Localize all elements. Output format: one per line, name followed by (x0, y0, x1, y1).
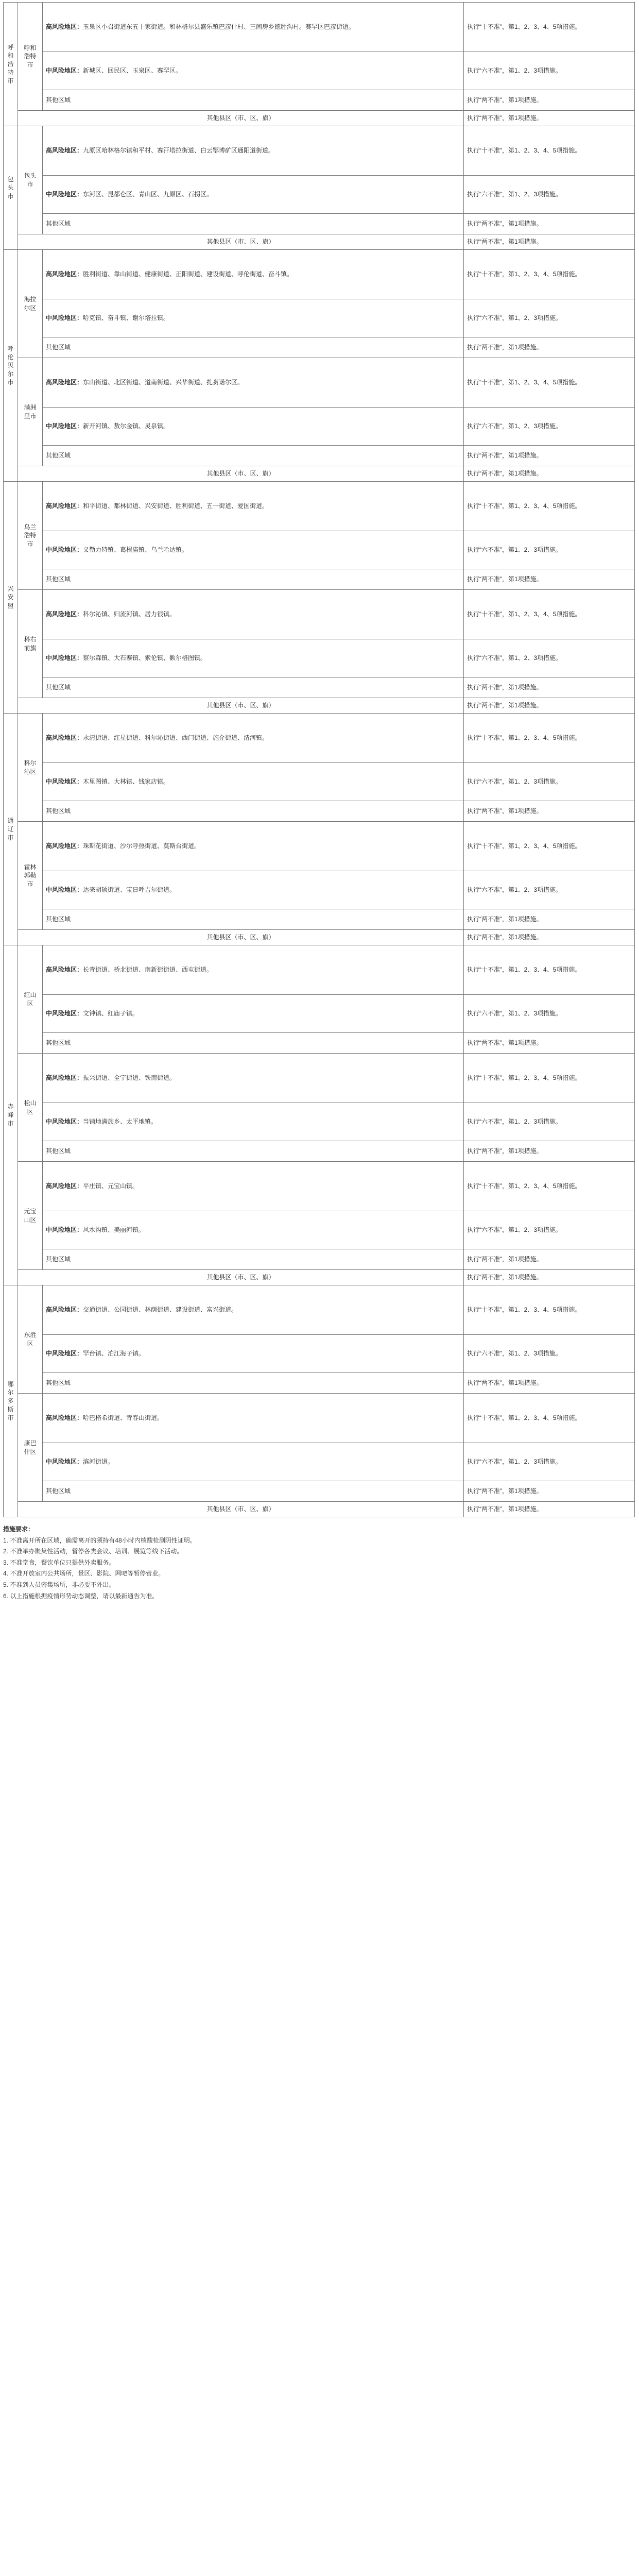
high-risk-label: 高风险地区： (46, 379, 83, 386)
mid-measure-cell: 执行“六不准”，第1、2、3项措施。 (464, 1335, 635, 1373)
note-item: 1. 不准离开所在区域，确需离开的须持有48小时内核酸检测阴性证明。 (3, 1536, 196, 1544)
mid-measure-cell: 执行“六不准”，第1、2、3项措施。 (464, 1103, 635, 1141)
high-risk-label: 高风险地区： (46, 147, 83, 155)
city-name: 包头市 (18, 126, 43, 234)
risk-row-low (4, 677, 635, 698)
province-name: 鄂尔多斯市 (4, 1285, 18, 1517)
risk-row-high (4, 3, 635, 52)
risk-row-low (4, 90, 635, 111)
mid-risk-area-cell (43, 995, 464, 1033)
high-risk-areas: 永清街道、红星街道、科尔沁街道、西门街道、施介街道、清河镇。 (83, 734, 269, 742)
high-risk-area-cell (43, 358, 464, 408)
risk-row-low (4, 1141, 635, 1162)
low-risk-area-cell (43, 569, 464, 590)
other-counties-label: 其他县区（市、区、旗） (18, 111, 464, 126)
risk-row-high (4, 358, 635, 408)
high-measure-cell: 执行“十不准”，第1、2、3、4、5项措施。 (464, 1162, 635, 1211)
low-measure-cell: 执行“两不准”，第1项措施。 (464, 1373, 635, 1394)
mid-measure-cell: 执行“六不准”，第1、2、3项措施。 (464, 871, 635, 909)
risk-row-low (4, 337, 635, 358)
city-name: 元宝山区 (18, 1162, 43, 1270)
city-name: 松山区 (18, 1054, 43, 1162)
low-measure-cell: 执行“两不准”，第1项措施。 (464, 1481, 635, 1502)
other-area-label: 其他区域 (46, 220, 71, 228)
other-counties-row (4, 111, 635, 126)
risk-row-mid (4, 299, 635, 337)
mid-measure-cell: 执行“六不准”，第1、2、3项措施。 (464, 52, 635, 90)
notes-list (3, 1536, 635, 1601)
province-name: 呼伦贝尔市 (4, 250, 18, 482)
mid-risk-label: 中风险地区： (46, 1010, 83, 1018)
risk-row-mid (4, 1103, 635, 1141)
note-item: 4. 不准开放室内公共场所，景区、影院、网吧等暂停营业。 (3, 1570, 165, 1578)
low-risk-area-cell (43, 1033, 464, 1054)
other-counties-label: 其他县区（市、区、旗） (18, 234, 464, 250)
high-risk-areas: 东山街道、北区街道、道南街道、兴华街道、扎赉诺尔区。 (83, 379, 244, 386)
low-risk-area-cell (43, 214, 464, 234)
mid-measure-cell: 执行“六不准”，第1、2、3项措施。 (464, 531, 635, 569)
risk-row-low (4, 1249, 635, 1270)
mid-risk-area-cell (43, 1211, 464, 1249)
other-counties-measure: 执行“两不准”，第1项措施。 (464, 466, 635, 482)
note-item: 3. 不准堂食，餐饮单位只提供外卖服务。 (3, 1558, 115, 1566)
low-measure-cell: 执行“两不准”，第1项措施。 (464, 1033, 635, 1054)
notes-title: 措施要求： (3, 1526, 34, 1533)
high-risk-area-cell (43, 1054, 464, 1103)
high-risk-area-cell (43, 1394, 464, 1443)
high-risk-areas: 哈巴格希街道、青春山街道。 (83, 1414, 164, 1422)
other-counties-row (4, 1270, 635, 1285)
city-name: 呼和浩特市 (18, 3, 43, 111)
low-measure-cell: 执行“两不准”，第1项措施。 (464, 909, 635, 930)
other-counties-measure: 执行“两不准”，第1项措施。 (464, 1270, 635, 1285)
mid-risk-label: 中风险地区： (46, 314, 83, 322)
high-measure-cell: 执行“十不准”，第1、2、3、4、5项措施。 (464, 250, 635, 299)
other-counties-row (4, 1502, 635, 1517)
mid-risk-areas: 罕台镇、泊江海子镇。 (83, 1350, 145, 1358)
mid-risk-label: 中风险地区： (46, 1118, 83, 1126)
high-risk-area-cell (43, 250, 464, 299)
high-measure-cell: 执行“十不准”，第1、2、3、4、5项措施。 (464, 714, 635, 763)
mid-risk-label: 中风险地区： (46, 1350, 83, 1358)
other-area-label: 其他区域 (46, 575, 71, 583)
mid-risk-areas: 风水沟镇、美丽河镇。 (83, 1226, 145, 1234)
high-risk-areas: 振兴街道、全宁街道、铁南街道。 (83, 1074, 176, 1082)
province-name: 通辽市 (4, 714, 18, 945)
risk-row-high (4, 945, 635, 995)
mid-risk-label: 中风险地区： (46, 1226, 83, 1234)
mid-measure-cell: 执行“六不准”，第1、2、3项措施。 (464, 763, 635, 801)
other-area-label: 其他区域 (46, 1147, 71, 1155)
risk-row-low (4, 909, 635, 930)
city-name: 满洲里市 (18, 358, 43, 466)
high-risk-areas: 胜利街道、靠山街道、健康街道、正阳街道、建设街道、呼伦街道、奋斗镇。 (83, 270, 293, 278)
high-risk-areas: 和平街道、都林街道、兴安街道、胜利街道、五一街道、爱国街道。 (83, 502, 269, 510)
province-name: 兴安盟 (4, 482, 18, 714)
mid-risk-label: 中风险地区： (46, 654, 83, 662)
high-risk-areas: 珠斯花街道、沙尔呼热街道、莫斯台街道。 (83, 842, 201, 850)
city-name: 东胜区 (18, 1285, 43, 1394)
risk-row-mid (4, 531, 635, 569)
other-counties-row (4, 930, 635, 945)
high-risk-areas: 九原区哈林格尔镇和平村、赛汗塔拉街道、白云鄂博矿区通阳道街道。 (83, 147, 275, 155)
mid-risk-areas: 新开河镇、敖尔金镇、灵泉镇。 (83, 422, 170, 430)
city-name: 康巴什区 (18, 1394, 43, 1502)
high-measure-cell: 执行“十不准”，第1、2、3、4、5项措施。 (464, 590, 635, 639)
other-counties-row (4, 698, 635, 714)
risk-row-low (4, 1033, 635, 1054)
city-name: 红山区 (18, 945, 43, 1054)
risk-row-high (4, 126, 635, 176)
low-risk-area-cell (43, 909, 464, 930)
high-measure-cell: 执行“十不准”，第1、2、3、4、5项措施。 (464, 482, 635, 531)
high-risk-area-cell (43, 590, 464, 639)
other-counties-row (4, 466, 635, 482)
high-risk-areas: 长青街道、桥北街道、南新街街道、西屯街道。 (83, 966, 213, 974)
high-risk-area-cell (43, 3, 464, 52)
mid-risk-areas: 义勒力特镇、葛根庙镇、乌兰哈达镇。 (83, 546, 188, 554)
high-risk-area-cell (43, 126, 464, 176)
low-risk-area-cell (43, 801, 464, 822)
risk-row-low (4, 1373, 635, 1394)
other-area-label: 其他区域 (46, 344, 71, 351)
mid-risk-area-cell (43, 299, 464, 337)
risk-row-high (4, 822, 635, 871)
mid-risk-area-cell (43, 408, 464, 446)
low-measure-cell: 执行“两不准”，第1项措施。 (464, 90, 635, 111)
low-measure-cell: 执行“两不准”，第1项措施。 (464, 337, 635, 358)
other-area-label: 其他区域 (46, 96, 71, 104)
mid-measure-cell: 执行“六不准”，第1、2、3项措施。 (464, 995, 635, 1033)
risk-row-high (4, 1394, 635, 1443)
other-area-label: 其他区域 (46, 452, 71, 460)
mid-risk-areas: 东河区、昆都仑区、青山区、九原区、石拐区。 (83, 191, 213, 198)
mid-measure-cell: 执行“六不准”，第1、2、3项措施。 (464, 176, 635, 214)
high-risk-label: 高风险地区： (46, 502, 83, 510)
risk-row-mid (4, 176, 635, 214)
risk-row-mid (4, 1443, 635, 1481)
mid-risk-area-cell (43, 176, 464, 214)
low-risk-area-cell (43, 90, 464, 111)
province-name: 包头市 (4, 126, 18, 250)
mid-measure-cell: 执行“六不准”，第1、2、3项措施。 (464, 1211, 635, 1249)
mid-risk-area-cell (43, 52, 464, 90)
risk-area-document (3, 2, 635, 1602)
high-risk-area-cell (43, 714, 464, 763)
mid-risk-area-cell (43, 763, 464, 801)
mid-risk-areas: 当铺地满族乡、太平地镇。 (83, 1118, 158, 1126)
mid-risk-area-cell (43, 531, 464, 569)
low-measure-cell: 执行“两不准”，第1项措施。 (464, 801, 635, 822)
city-name: 海拉尔区 (18, 250, 43, 358)
mid-risk-label: 中风险地区： (46, 422, 83, 430)
low-measure-cell: 执行“两不准”，第1项措施。 (464, 677, 635, 698)
risk-row-high (4, 1285, 635, 1335)
high-measure-cell: 执行“十不准”，第1、2、3、4、5项措施。 (464, 1054, 635, 1103)
city-name: 霍林郭勒市 (18, 822, 43, 930)
risk-row-high (4, 1054, 635, 1103)
high-risk-label: 高风险地区： (46, 1074, 83, 1082)
risk-row-low (4, 446, 635, 466)
risk-row-mid (4, 1211, 635, 1249)
low-measure-cell: 执行“两不准”，第1项措施。 (464, 446, 635, 466)
other-area-label: 其他区域 (46, 1039, 71, 1047)
high-risk-areas: 科尔沁镇、归流河镇、居力很镇。 (83, 611, 176, 618)
risk-row-high (4, 590, 635, 639)
risk-row-low (4, 569, 635, 590)
high-measure-cell: 执行“十不准”，第1、2、3、4、5项措施。 (464, 126, 635, 176)
mid-measure-cell: 执行“六不准”，第1、2、3项措施。 (464, 639, 635, 677)
mid-measure-cell: 执行“六不准”，第1、2、3项措施。 (464, 408, 635, 446)
high-risk-label: 高风险地区： (46, 1306, 83, 1314)
low-risk-area-cell (43, 337, 464, 358)
other-counties-measure: 执行“两不准”，第1项措施。 (464, 234, 635, 250)
low-risk-area-cell (43, 1481, 464, 1502)
mid-risk-label: 中风险地区： (46, 67, 83, 75)
high-risk-label: 高风险地区： (46, 842, 83, 850)
other-counties-label: 其他县区（市、区、旗） (18, 1502, 464, 1517)
high-risk-label: 高风险地区： (46, 966, 83, 974)
other-counties-measure: 执行“两不准”，第1项措施。 (464, 111, 635, 126)
high-measure-cell: 执行“十不准”，第1、2、3、4、5项措施。 (464, 1394, 635, 1443)
mid-risk-label: 中风险地区： (46, 778, 83, 786)
other-area-label: 其他区域 (46, 916, 71, 923)
city-name: 科右前旗 (18, 590, 43, 698)
note-item: 6. 以上措施根据疫情形势动态调整，请以最新通告为准。 (3, 1592, 159, 1600)
high-risk-label: 高风险地区： (46, 734, 83, 742)
mid-risk-areas: 滨河街道。 (83, 1458, 114, 1466)
other-counties-measure: 执行“两不准”，第1项措施。 (464, 930, 635, 945)
mid-risk-areas: 文钟镇、红庙子镇。 (83, 1010, 139, 1018)
high-risk-label: 高风险地区： (46, 23, 83, 31)
high-measure-cell: 执行“十不准”，第1、2、3、4、5项措施。 (464, 822, 635, 871)
high-measure-cell: 执行“十不准”，第1、2、3、4、5项措施。 (464, 358, 635, 408)
high-measure-cell: 执行“十不准”，第1、2、3、4、5项措施。 (464, 945, 635, 995)
low-risk-area-cell (43, 446, 464, 466)
risk-row-high (4, 482, 635, 531)
high-risk-areas: 玉泉区小召街道东五十家街道。和林格尔县盛乐镇巴彦什村、三间房乡德胜沟村。赛罕区巴彦街道。 (83, 23, 355, 31)
high-risk-label: 高风险地区： (46, 611, 83, 618)
city-name: 乌兰浩特市 (18, 482, 43, 590)
mid-risk-areas: 达来胡硕街道、宝日呼吉尔街道。 (83, 886, 176, 894)
other-counties-measure: 执行“两不准”，第1项措施。 (464, 698, 635, 714)
high-risk-label: 高风险地区： (46, 1182, 83, 1190)
risk-row-high (4, 250, 635, 299)
note-item: 5. 不准到人员密集场所，非必要不外出。 (3, 1581, 115, 1588)
high-risk-areas: 交通街道、公园街道、林荫街道、建设街道、富兴街道。 (83, 1306, 238, 1314)
mid-risk-areas: 木里图镇、大林镇、钱家店镇。 (83, 778, 170, 786)
low-risk-area-cell (43, 677, 464, 698)
risk-row-mid (4, 52, 635, 90)
risk-row-high (4, 1162, 635, 1211)
other-counties-label: 其他县区（市、区、旗） (18, 1270, 464, 1285)
high-risk-area-cell (43, 482, 464, 531)
other-area-label: 其他区域 (46, 1256, 71, 1263)
low-measure-cell: 执行“两不准”，第1项措施。 (464, 569, 635, 590)
province-name: 赤峰市 (4, 945, 18, 1285)
risk-row-low (4, 1481, 635, 1502)
risk-row-mid (4, 871, 635, 909)
risk-row-mid (4, 995, 635, 1033)
risk-row-high (4, 714, 635, 763)
risk-row-low (4, 801, 635, 822)
other-area-label: 其他区域 (46, 1379, 71, 1387)
high-measure-cell: 执行“十不准”，第1、2、3、4、5项措施。 (464, 3, 635, 52)
risk-row-mid (4, 639, 635, 677)
other-area-label: 其他区域 (46, 684, 71, 691)
mid-measure-cell: 执行“六不准”，第1、2、3项措施。 (464, 1443, 635, 1481)
mid-measure-cell: 执行“六不准”，第1、2、3项措施。 (464, 299, 635, 337)
low-risk-area-cell (43, 1141, 464, 1162)
mid-risk-area-cell (43, 639, 464, 677)
high-risk-label: 高风险地区： (46, 1414, 83, 1422)
note-item: 2. 不准举办聚集性活动，暂停各类会议、培训、展览等线下活动。 (3, 1548, 183, 1555)
mid-risk-label: 中风险地区： (46, 886, 83, 894)
mid-risk-areas: 哈克镇、奋斗镇、谢尔塔拉镇。 (83, 314, 170, 322)
low-risk-area-cell (43, 1373, 464, 1394)
other-counties-row (4, 234, 635, 250)
mid-risk-areas: 察尔森镇、大石寨镇、索伦镇、额尔格图镇。 (83, 654, 207, 662)
other-area-label: 其他区域 (46, 807, 71, 815)
risk-row-mid (4, 1335, 635, 1373)
high-risk-area-cell (43, 822, 464, 871)
risk-row-mid (4, 763, 635, 801)
mid-risk-area-cell (43, 1335, 464, 1373)
high-risk-area-cell (43, 945, 464, 995)
high-risk-label: 高风险地区： (46, 270, 83, 278)
low-measure-cell: 执行“两不准”，第1项措施。 (464, 1141, 635, 1162)
other-counties-label: 其他县区（市、区、旗） (18, 698, 464, 714)
risk-row-low (4, 214, 635, 234)
notes-section (3, 1524, 635, 1601)
mid-risk-area-cell (43, 871, 464, 909)
mid-risk-label: 中风险地区： (46, 1458, 83, 1466)
mid-risk-areas: 新城区、回民区、玉泉区、赛罕区。 (83, 67, 182, 75)
mid-risk-area-cell (43, 1443, 464, 1481)
province-name: 呼和浩特市 (4, 3, 18, 126)
city-name: 科尔沁区 (18, 714, 43, 822)
mid-risk-label: 中风险地区： (46, 191, 83, 198)
risk-area-table (3, 2, 635, 1517)
low-measure-cell: 执行“两不准”，第1项措施。 (464, 1249, 635, 1270)
high-risk-area-cell (43, 1162, 464, 1211)
risk-row-mid (4, 408, 635, 446)
high-measure-cell: 执行“十不准”，第1、2、3、4、5项措施。 (464, 1285, 635, 1335)
other-counties-measure: 执行“两不准”，第1项措施。 (464, 1502, 635, 1517)
high-risk-areas: 平庄镇、元宝山镇。 (83, 1182, 139, 1190)
other-area-label: 其他区域 (46, 1487, 71, 1495)
mid-risk-label: 中风险地区： (46, 546, 83, 554)
low-risk-area-cell (43, 1249, 464, 1270)
other-counties-label: 其他县区（市、区、旗） (18, 930, 464, 945)
low-measure-cell: 执行“两不准”，第1项措施。 (464, 214, 635, 234)
mid-risk-area-cell (43, 1103, 464, 1141)
other-counties-label: 其他县区（市、区、旗） (18, 466, 464, 482)
high-risk-area-cell (43, 1285, 464, 1335)
